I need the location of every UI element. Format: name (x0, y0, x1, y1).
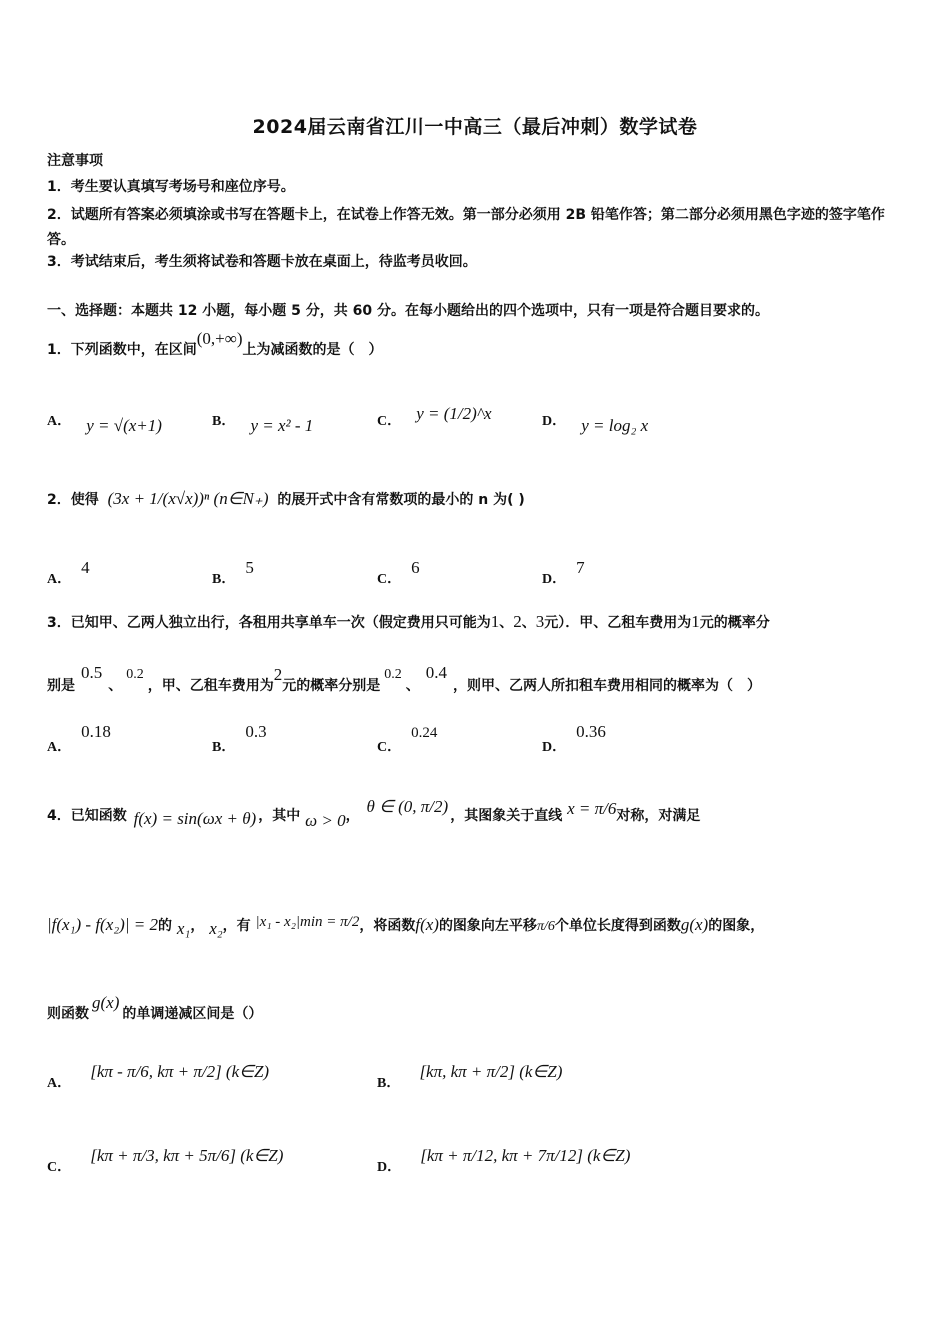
q3-option-a (47, 722, 111, 755)
option-label: A． (47, 414, 72, 429)
q4-option-b (377, 1062, 563, 1091)
q3-text: 元的概率分别是 (282, 678, 381, 694)
q1-interval: (0,+∞) (196, 329, 243, 348)
q4-text: 4．已知函数 (47, 808, 127, 824)
option-label: D． (542, 572, 567, 587)
q4-shift: π/6 (536, 919, 555, 934)
q3-prob: 0.4 (425, 663, 447, 682)
q4-option-a-math: [kπ - π/6, kπ + π/2] (k∈Z) (90, 1062, 270, 1081)
option-label: D． (542, 414, 567, 429)
notice-item-2: 2．试题所有答案必须填涂或书写在答题卡上，在试卷上作答无效。第一部分必须用 2B 铅笔作答；第二部分必须用黑色字迹的签字笔作答。 (47, 207, 885, 248)
option-value: 5 (245, 558, 254, 577)
q3-prob: 0.2 (384, 667, 402, 682)
q3-line-1: 3．已知甲、乙两人独立出行，各租用共享单车一次（假定费用只可能为1、2、3元）．甲、乙租车费用为1元的概率分 (47, 612, 770, 631)
q3-cost: 3 (535, 612, 545, 631)
q4-gx: g(x) (680, 915, 709, 934)
q2-option-d (542, 558, 585, 587)
q4-text: 的单调递减区间是（） (122, 1006, 263, 1022)
q2-math: (3x + 1/(x√x))ⁿ (n∈N₊) (107, 489, 269, 508)
q4-text: 对称，对满足 (616, 808, 701, 824)
q2-option-c (377, 558, 420, 587)
page-title: 2024届云南省江川一中高三（最后冲刺）数学试卷 (252, 116, 698, 138)
q4-axis: x = π/6 (567, 799, 617, 818)
q4-omega: ω > 0 (305, 811, 346, 830)
q4-cond: |f(x₁) - f(x₂)| = 2 (47, 915, 158, 934)
option-label: A． (47, 1076, 72, 1091)
q3-line-2: 别是0.5、0.2，甲、乙租车费用为2元的概率分别是0.2、0.4，则甲、乙两人所扣租车费用相同的概率为（ ） (47, 663, 761, 694)
q3-text: 别是 (47, 678, 75, 694)
q4-text: 的 (157, 918, 172, 934)
q4-text: ，将函数 (359, 918, 416, 934)
option-label: A． (47, 740, 72, 755)
q4-line-1: 4．已知函数 f(x) = sin(ωx + θ) ，其中 ω > 0， θ ∈ (0, π/2) ，其图象关于直线 x = π/6对称，对满足 (47, 797, 701, 830)
q2-post: 的展开式中含有常数项的最小的 n 为( ) (277, 492, 525, 508)
q4-option-c (47, 1146, 284, 1175)
q3-option-c (377, 722, 438, 755)
q4-min: |x₁ - x₂|min = π/2 (255, 914, 360, 930)
q1-stem (47, 329, 383, 359)
q4-gx: g(x) (92, 993, 120, 1012)
q4-text: 个单位长度得到函数 (554, 918, 681, 934)
option-label: C． (377, 740, 402, 755)
q4-option-c-math: [kπ + π/3, kπ + 5π/6] (k∈Z) (90, 1146, 284, 1165)
q4-text: ，其图象关于直线 (450, 808, 563, 824)
q4-fx: f(x) (415, 915, 439, 934)
q3-option-b (212, 722, 267, 755)
q1-option-c (377, 404, 492, 430)
option-label: C． (377, 572, 402, 587)
q3-prob: 0.5 (81, 663, 103, 682)
q2-option-a (47, 558, 90, 587)
q4-option-d-math: [kπ + π/12, kπ + 7π/12] (k∈Z) (420, 1146, 631, 1165)
q1-option-d (542, 410, 649, 435)
notice-item-1: 1．考生要认真填写考场号和座位序号。 (47, 179, 295, 195)
q3-cost: 1 (691, 612, 700, 631)
option-label: B． (212, 572, 236, 587)
q4-option-d (377, 1146, 631, 1175)
section-heading: 一、选择题：本题共 12 小题，每小题 5 分，共 60 分。在每小题给出的四个选项中，只有一项是符合题目要求的。 (47, 303, 769, 319)
q3-cost: 2 (273, 665, 283, 684)
q2-pre: 2．使得 (47, 492, 99, 508)
option-label: D． (377, 1160, 402, 1175)
option-label: B． (212, 740, 236, 755)
q3-prob: 0.2 (126, 667, 144, 682)
notice-heading: 注意事项 (47, 153, 103, 169)
option-value: 4 (81, 558, 90, 577)
q3-cost: 2 (513, 612, 522, 631)
q4-text: ，有 (222, 918, 251, 934)
q4-func: f(x) = sin(ωx + θ) (133, 809, 257, 828)
q3-option-d (542, 722, 606, 755)
q4-text: 的图象向左平移 (438, 918, 537, 934)
q4-line-2: |f(x₁) - f(x₂)| = 2的 x₁， x₂，有 |x₁ - x₂|min = π/2，将函数f(x)的图象向左平移π/6个单位长度得到函数g(x)的图象， (47, 914, 765, 938)
q2-stem (47, 490, 525, 509)
q1-pre: 1．下列函数中，在区间 (47, 342, 197, 358)
q3-cost: 1 (490, 612, 500, 631)
option-label: C． (377, 414, 402, 429)
q1-option-b-math: y = x² - 1 (250, 416, 314, 435)
notice-item-3: 3．考试结束后，考生须将试卷和答题卡放在桌面上，待监考员收回。 (47, 254, 477, 270)
q4-option-b-math: [kπ, kπ + π/2] (k∈Z) (419, 1062, 563, 1081)
q4-text: 的图象， (708, 918, 765, 934)
option-value: 6 (411, 558, 420, 577)
option-value: 7 (576, 558, 585, 577)
q3-text: ，则甲、乙两人所扣租车费用相同的概率为（ ） (453, 678, 761, 694)
q1-post: 上为减函数的是（ ） (242, 342, 383, 358)
q1-option-c-math: y = (1/2)^x (416, 404, 492, 423)
q1-option-a (47, 410, 162, 435)
q1-option-d-math: y = log₂ x (581, 416, 649, 435)
q4-line-3 (47, 993, 263, 1023)
q3-text: 3．已知甲、乙两人独立出行，各租用共享单车一次（假定费用只可能为 (47, 615, 491, 631)
q4-theta: θ ∈ (0, π/2) (366, 797, 449, 816)
q4-option-a (47, 1062, 270, 1091)
q3-text: 元）．甲、乙租车费用为 (544, 615, 692, 631)
q3-text: ，甲、乙租车费用为 (147, 678, 274, 694)
q4-x1: x₁ (176, 919, 191, 938)
q2-option-b (212, 558, 254, 587)
q4-text: ，其中 (258, 808, 301, 824)
option-value: 0.36 (576, 722, 606, 741)
option-label: D． (542, 740, 567, 755)
option-value: 0.24 (411, 725, 438, 741)
q1-option-a-math: y = √(x+1) (86, 416, 162, 435)
option-label: B． (377, 1076, 401, 1091)
option-label: B． (212, 414, 236, 429)
q4-x2: x₂ (209, 919, 223, 938)
option-label: C． (47, 1160, 72, 1175)
q3-text: 元的概率分 (699, 615, 770, 631)
q1-option-b (212, 410, 314, 435)
option-label: A． (47, 572, 72, 587)
option-value: 0.18 (81, 722, 111, 741)
q4-text: 则函数 (47, 1006, 89, 1022)
option-value: 0.3 (245, 722, 267, 741)
